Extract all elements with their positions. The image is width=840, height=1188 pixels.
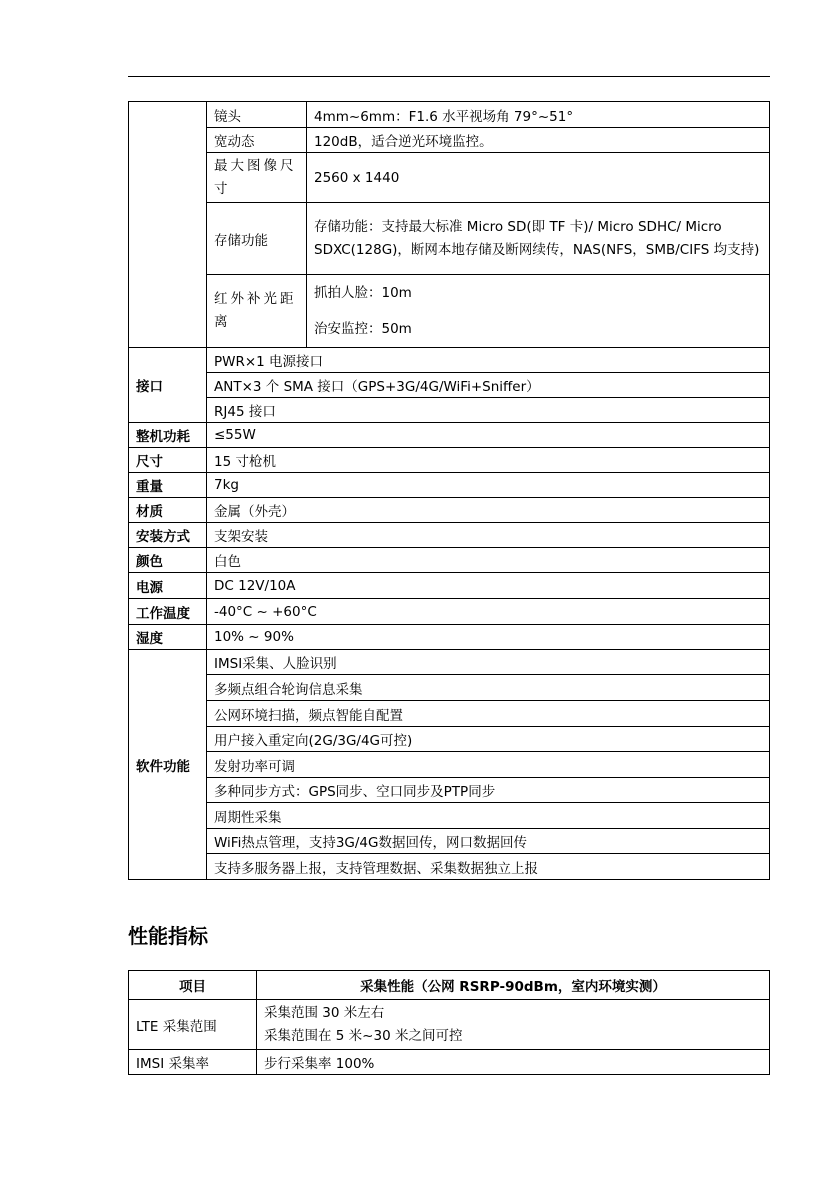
spec-value: ≤55W bbox=[207, 423, 770, 448]
category-label: 电源 bbox=[129, 573, 207, 599]
table-row bbox=[129, 752, 770, 778]
table-row bbox=[129, 498, 770, 523]
category-label: 软件功能 bbox=[129, 650, 207, 880]
table-row bbox=[129, 102, 770, 128]
perf-item: IMSI 采集率 bbox=[129, 1050, 257, 1075]
table-row bbox=[129, 599, 770, 625]
spec-value: 周期性采集 bbox=[207, 803, 770, 829]
table-row bbox=[129, 153, 770, 203]
table-row bbox=[129, 829, 770, 854]
spec-label: 镜头 bbox=[207, 102, 307, 128]
spec-value: DC 12V/10A bbox=[207, 573, 770, 599]
table-row bbox=[129, 128, 770, 153]
category-label: 湿度 bbox=[129, 625, 207, 650]
category-label: 安装方式 bbox=[129, 523, 207, 548]
spec-value: 4mm~6mm：F1.6 水平视场角 79°~51° bbox=[307, 102, 770, 128]
header-rule bbox=[128, 76, 770, 77]
category-label: 整机功耗 bbox=[129, 423, 207, 448]
table-row bbox=[129, 203, 770, 275]
spec-value: 存储功能：支持最大标准 Micro SD(即 TF 卡)/ Micro SDHC/ Micro SDXC(128G)，断网本地存储及断网续传，NAS(NFS，SMB/CIFS 均支持) bbox=[307, 203, 770, 275]
category-label: 工作温度 bbox=[129, 599, 207, 625]
spec-value: RJ45 接口 bbox=[207, 398, 770, 423]
spec-value bbox=[307, 275, 770, 348]
category-label: 接口 bbox=[129, 348, 207, 423]
table-row bbox=[129, 448, 770, 473]
spec-value-line: 治安监控：50m bbox=[314, 321, 412, 337]
column-header: 采集性能（公网 RSRP-90dBm，室内环境实测） bbox=[257, 971, 770, 1000]
spec-value: 7kg bbox=[207, 473, 770, 498]
spec-value: ANT×3 个 SMA 接口（GPS+3G/4G/WiFi+Sniffer） bbox=[207, 373, 770, 398]
spec-value: 用户接入重定向(2G/3G/4G可控) bbox=[207, 727, 770, 752]
spec-label: 最大图像尺寸 bbox=[207, 153, 307, 203]
table-row bbox=[129, 348, 770, 373]
spec-value: PWR×1 电源接口 bbox=[207, 348, 770, 373]
table-row bbox=[129, 1000, 770, 1050]
section-title: 性能指标 bbox=[128, 924, 208, 948]
perf-value bbox=[257, 1000, 770, 1050]
table-row bbox=[129, 1050, 770, 1075]
spec-value-line: 抓拍人脸：10m bbox=[314, 285, 412, 301]
spec-label: 存储功能 bbox=[207, 203, 307, 275]
table-row bbox=[129, 573, 770, 599]
category-label: 颜色 bbox=[129, 548, 207, 573]
table-row bbox=[129, 373, 770, 398]
spec-value: 金属（外壳） bbox=[207, 498, 770, 523]
column-header: 项目 bbox=[129, 971, 257, 1000]
spec-value: -40°C ~ +60°C bbox=[207, 599, 770, 625]
spec-value: 15 寸枪机 bbox=[207, 448, 770, 473]
table-row bbox=[129, 727, 770, 752]
spec-label: 红外补光距离 bbox=[207, 275, 307, 348]
table-header-row bbox=[129, 971, 770, 1000]
spec-value: 多种同步方式：GPS同步、空口同步及PTP同步 bbox=[207, 778, 770, 803]
camera-category-cell bbox=[129, 102, 207, 348]
spec-value: 公网环境扫描，频点智能自配置 bbox=[207, 701, 770, 727]
spec-value: IMSI采集、人脸识别 bbox=[207, 650, 770, 675]
spec-label: 宽动态 bbox=[207, 128, 307, 153]
perf-value-line: 采集范围 30 米左右 bbox=[264, 1004, 385, 1021]
table-row bbox=[129, 625, 770, 650]
category-label: 尺寸 bbox=[129, 448, 207, 473]
table-row bbox=[129, 398, 770, 423]
spec-value: 支持多服务器上报，支持管理数据、采集数据独立上报 bbox=[207, 854, 770, 880]
table-row bbox=[129, 523, 770, 548]
table-row bbox=[129, 803, 770, 829]
spec-value: WiFi热点管理，支持3G/4G数据回传，网口数据回传 bbox=[207, 829, 770, 854]
table-row bbox=[129, 650, 770, 675]
table-row bbox=[129, 701, 770, 727]
table-row bbox=[129, 778, 770, 803]
performance-table bbox=[128, 970, 770, 1075]
table-row bbox=[129, 275, 770, 348]
perf-value-line: 采集范围在 5 米~30 米之间可控 bbox=[264, 1027, 463, 1044]
spec-value: 支架安装 bbox=[207, 523, 770, 548]
spec-value: 白色 bbox=[207, 548, 770, 573]
table-row bbox=[129, 675, 770, 701]
perf-value: 步行采集率 100% bbox=[257, 1050, 770, 1075]
table-row bbox=[129, 423, 770, 448]
spec-value: 多频点组合轮询信息采集 bbox=[207, 675, 770, 701]
category-label: 重量 bbox=[129, 473, 207, 498]
spec-value: 2560 x 1440 bbox=[307, 153, 770, 203]
table-row bbox=[129, 473, 770, 498]
spec-table bbox=[128, 101, 770, 880]
spec-value: 10% ~ 90% bbox=[207, 625, 770, 650]
table-row bbox=[129, 854, 770, 880]
table-row bbox=[129, 548, 770, 573]
perf-item: LTE 采集范围 bbox=[129, 1000, 257, 1050]
spec-value: 120dB，适合逆光环境监控。 bbox=[307, 128, 770, 153]
spec-value: 发射功率可调 bbox=[207, 752, 770, 778]
category-label: 材质 bbox=[129, 498, 207, 523]
